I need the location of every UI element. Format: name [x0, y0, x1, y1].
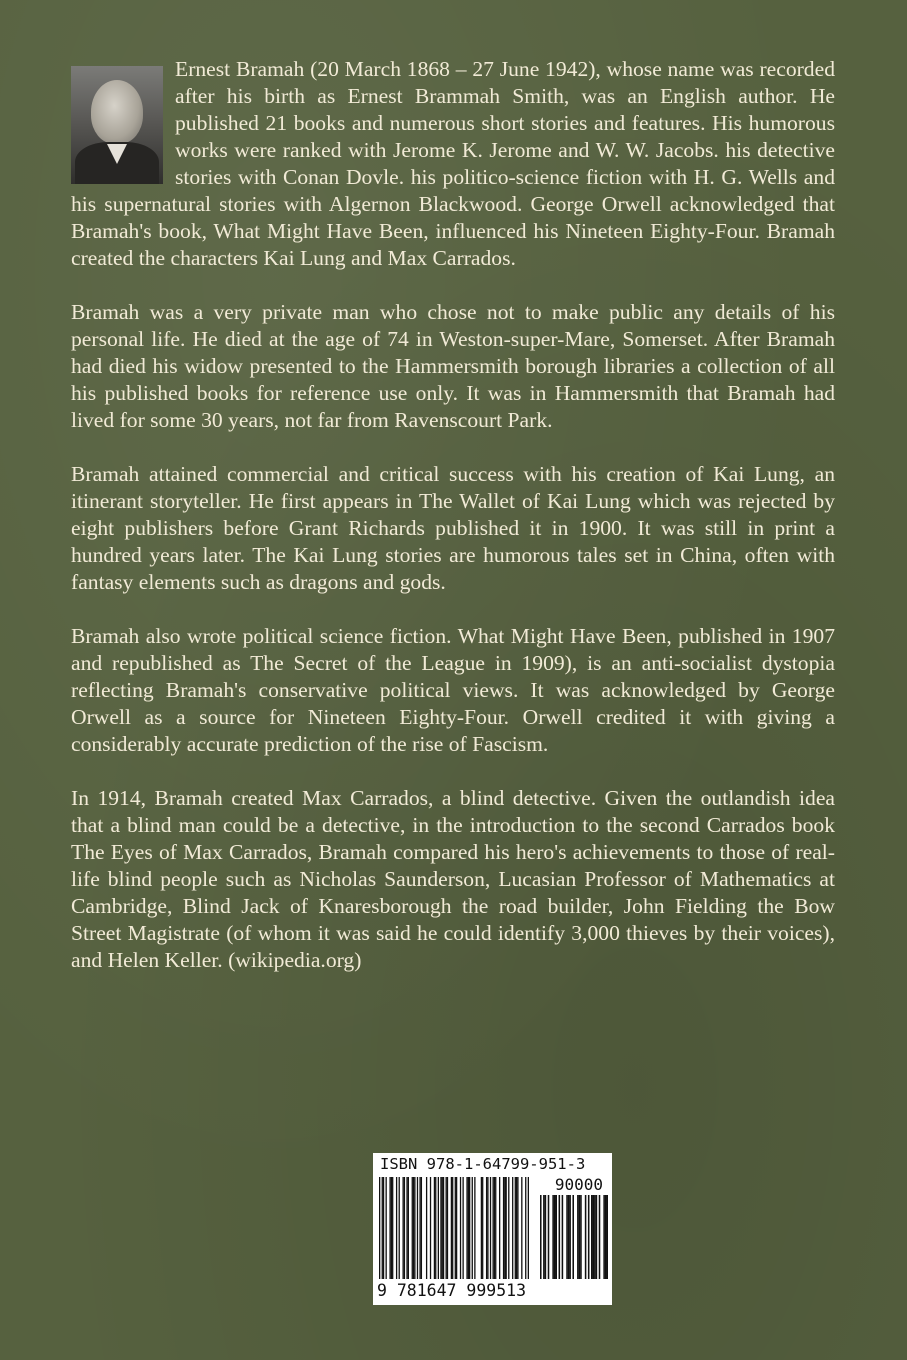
barcode-addon-bar	[585, 1195, 587, 1279]
barcode-bar	[447, 1177, 448, 1279]
barcode-bar	[412, 1177, 413, 1279]
barcode-bar	[408, 1177, 409, 1279]
barcode-bar	[486, 1177, 487, 1279]
barcode-bar	[396, 1177, 397, 1279]
barcode-bar	[468, 1177, 469, 1279]
barcode-addon-bar	[552, 1195, 554, 1279]
barcode-bar	[506, 1177, 507, 1279]
barcode-bar	[421, 1177, 422, 1279]
barcode-bar	[482, 1177, 483, 1279]
barcode-bar	[383, 1177, 384, 1279]
isbn-label: ISBN 978-1-64799-951-3	[380, 1155, 586, 1173]
barcode-addon-bar	[606, 1195, 608, 1279]
barcode-bar	[516, 1177, 517, 1279]
blurb-paragraph-3: Bramah attained commercial and critical success with his creation of Kai Lung, an itinerant storyteller. He first appears in The Wallet of Kai Lung which was rejected by eight publishers before Grant Richards published it in 1900. It was still in print a hundred years later. The Kai Lung stories are humorous tales set in China, often with fantasy elements such as dragons and gods.	[71, 462, 835, 594]
barcode-addon-bar	[548, 1195, 550, 1279]
barcode-bar	[443, 1177, 444, 1279]
barcode-bar	[440, 1177, 441, 1279]
barcode-bar	[379, 1177, 380, 1279]
paragraph-1-text: Ernest Bramah (20 March 1868 – 27 June 1942), whose name was recorded after his birth as Ernest Brammah Smith, was an English author. He published 21 books and numerous short stories and features. His humorous works were ranked with Jerome K. Jerome and W. W. Jacobs. his detective stories with Conan Dovle. his politico-science fiction with H. G. Wells and his supernatural stories with Algernon Blackwood. George Orwell acknowledged that Bramah's book, What Might Have Been, influenced his Nineteen Eighty-Four. Bramah created the characters Kai Lung and Max Carrados.	[71, 57, 835, 270]
barcode-addon-bar	[579, 1195, 581, 1279]
barcode-bar	[392, 1177, 393, 1279]
barcode-bar	[391, 1177, 392, 1279]
barcode-addon-bar	[572, 1195, 574, 1279]
barcode-bar	[402, 1177, 403, 1279]
barcode-addon-bar	[591, 1195, 593, 1279]
barcode-addon-bar	[555, 1195, 557, 1279]
barcode-bar	[404, 1177, 405, 1279]
barcode-bar	[386, 1177, 387, 1279]
barcode-bar	[438, 1177, 439, 1279]
price-code: 90000	[554, 1175, 603, 1194]
barcode-bar	[503, 1177, 504, 1279]
barcode-bar	[517, 1177, 518, 1279]
barcode-bar	[442, 1177, 443, 1279]
blurb-paragraph-5: In 1914, Bramah created Max Carrados, a blind detective. Given the outlandish idea that a blind man could be a detective, in the introduction to the second Carrados book The Eyes of Max Carrados, Bramah compared his hero's achievements to those of real-life blind people such as Nicholas Saunderson, Lucasian Professor of Mathematics at Cambridge, Blind Jack of Knaresborough the road builder, John Fielding the Bow Street Magistrate (of whom it was said he could identify 3,000 thieves by their voices), and Helen Keller. (wikipedia.org)	[71, 786, 835, 972]
barcode-addon-bar	[540, 1195, 542, 1279]
barcode-bar	[508, 1177, 509, 1279]
barcode-bar	[452, 1177, 453, 1279]
barcode-bar	[469, 1177, 470, 1279]
barcode-bar	[455, 1177, 456, 1279]
barcode-bar	[492, 1177, 493, 1279]
barcode-addon-bar	[577, 1195, 579, 1279]
barcode-addon-bar	[593, 1195, 595, 1279]
barcode-bar	[490, 1177, 491, 1279]
barcode-bar	[389, 1177, 390, 1279]
barcode-addon-bar	[566, 1195, 568, 1279]
barcode-bar	[419, 1177, 420, 1279]
barcode-bar	[382, 1177, 383, 1279]
barcode-bar	[426, 1177, 427, 1279]
barcode-bar	[494, 1177, 495, 1279]
barcode-bar	[430, 1177, 431, 1279]
barcode-addon-bar	[543, 1195, 545, 1279]
barcode-bar	[528, 1177, 529, 1279]
barcode-addon-bar	[580, 1195, 582, 1279]
barcode-bar	[434, 1177, 435, 1279]
barcode-number: 9 781647 999513	[377, 1281, 527, 1300]
barcode-bar	[495, 1177, 496, 1279]
barcode-addon-bar	[603, 1195, 605, 1279]
barcode-bar	[466, 1177, 467, 1279]
barcode-addon-bar	[588, 1195, 590, 1279]
barcode-bar	[474, 1177, 475, 1279]
blurb-paragraph-4: Bramah also wrote political science fiction. What Might Have Been, published in 1907 and republished as The Secret of the League in 1909), is an anti-socialist dystopia reflecting Bramah's conservative political views. It was acknowledged by George Orwell as a source for Nineteen Eighty-Four. Orwell credited it with giving a considerably accurate prediction of the rise of Fascism.	[71, 624, 835, 756]
barcode-bar	[417, 1177, 418, 1279]
barcode-bar	[406, 1177, 407, 1279]
barcode-bar	[472, 1177, 473, 1279]
barcode-addon-bar	[605, 1195, 607, 1279]
barcode-bar	[462, 1177, 463, 1279]
barcode-addon-bar	[554, 1195, 556, 1279]
blurb-paragraph-1	[71, 56, 835, 272]
barcode-bar	[399, 1177, 400, 1279]
barcode-bar	[435, 1177, 436, 1279]
isbn-barcode	[373, 1153, 612, 1305]
barcode-bar	[456, 1177, 457, 1279]
barcode-bar	[499, 1177, 500, 1279]
barcode-bar	[525, 1177, 526, 1279]
barcode-addon-bar	[596, 1195, 598, 1279]
barcode-bar	[504, 1177, 505, 1279]
barcode-bar	[414, 1177, 415, 1279]
barcode-bars	[375, 1177, 610, 1297]
barcode-addon-bar	[545, 1195, 547, 1279]
barcode-addon-bar	[559, 1195, 561, 1279]
barcode-bar	[460, 1177, 461, 1279]
barcode-bar	[487, 1177, 488, 1279]
barcode-bar	[512, 1177, 513, 1279]
barcode-bar	[515, 1177, 516, 1279]
blurb-text	[71, 56, 835, 1001]
barcode-addon-bar	[599, 1195, 601, 1279]
barcode-addon-bar	[594, 1195, 596, 1279]
barcode-bar	[521, 1177, 522, 1279]
barcode-addon-bar	[568, 1195, 570, 1279]
blurb-paragraph-2: Bramah was a very private man who chose not to make public any details of his personal life. He died at the age of 74 in Weston-super-Mare, Somerset. After Bramah had died his widow presented to the Hammersmith borough libraries a collection of all his published books for reference use only. It was in Hammersmith that Bramah had lived for some 30 years, not far from Ravenscourt Park.	[71, 300, 835, 432]
barcode-addon-bar	[562, 1195, 564, 1279]
barcode-bar	[481, 1177, 482, 1279]
barcode-bar	[446, 1177, 447, 1279]
barcode-bar	[413, 1177, 414, 1279]
barcode-bar	[451, 1177, 452, 1279]
barcode-addon-bar	[569, 1195, 571, 1279]
